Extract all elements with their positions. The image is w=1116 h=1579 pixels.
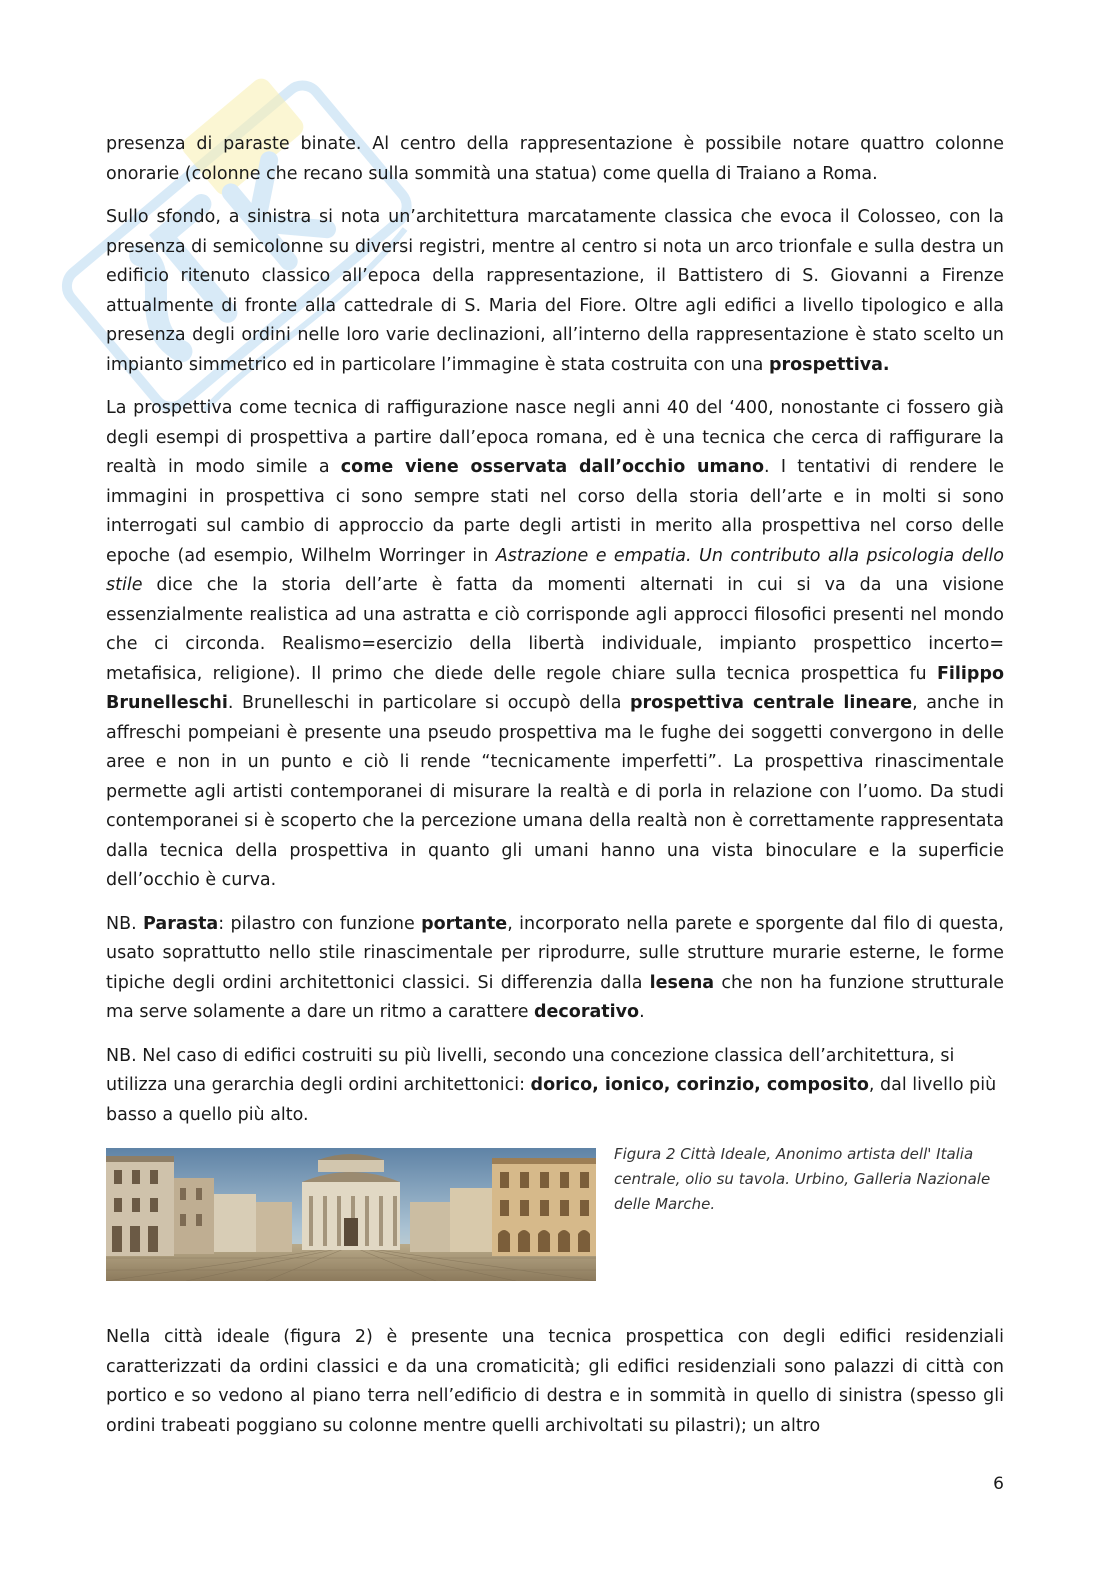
paragraph [106, 130, 1004, 189]
text-run: NB. [106, 913, 144, 934]
bold-text: Parasta [143, 913, 219, 934]
text-run: presenza di paraste binate. Al centro della rappresentazione è possibile notare quattro colonne onorarie (colonne che recano sulla sommità una statua) come quella di Traiano a Roma. [106, 134, 1004, 184]
text-run: . I tentativi di rendere le immagini in prospettiva ci sono sempre stati nel corso della storia dell’arte e in molti si sono interrogati sul cambio di approccio da parte degli artisti in merito alla prospettiva nel corso delle epoche (ad esempio, Wilhelm Worringer in [106, 457, 1004, 566]
paragraph [106, 1323, 1004, 1441]
page-body [106, 130, 1004, 1455]
text-run: che non ha funzione strutturale ma serve solamente a dare un ritmo a carattere [106, 972, 1004, 1022]
bold-text: dorico, ionico, corinzio, composito [530, 1075, 869, 1095]
text-run: : pilastro con funzione [218, 913, 422, 934]
paragraph [106, 394, 1004, 896]
text-run: . Brunelleschi in particolare si occupò della [227, 693, 630, 713]
italic-text: Astrazione e empatia. Un contributo alla psicologia dello stile [106, 545, 1004, 595]
ideal-city-painting [106, 1148, 596, 1281]
text-body [106, 130, 1004, 1130]
page-number: 6 [993, 1474, 1004, 1494]
paragraph [106, 203, 1004, 380]
text-body-continued [106, 1323, 1004, 1441]
figure-caption: Figura 2 Città Ideale, Anonimo artista dell' Italia centrale, olio su tavola. Urbino, Galleria Nazionale delle Marche. [614, 1145, 991, 1213]
figure-2 [106, 1145, 1004, 1281]
text-run: , dal livello più basso a quello più alto. [106, 1075, 997, 1125]
text-run: NB. Nel caso di edifici costruiti su più livelli, secondo una concezione classica dell’architettura, si utilizza una gerarchia degli ordini architettonici: [106, 1045, 955, 1095]
text-run: . [639, 1002, 645, 1022]
paragraph [106, 1042, 1004, 1131]
text-run: Nella città ideale (figura 2) è presente una tecnica prospettica con degli edifici residenziali caratterizzati da ordini classici e da una cromaticità; gli edifici residenziali sono palazzi di città con portico e so vedono al piano terra nell’edificio di destra e in sommità in quello di sinistra (spesso gli ordini trabeati poggiano su colonne mentre quelli archivoltati su pilastri); un altro [106, 1327, 1004, 1436]
bold-text: decorativo [534, 1002, 640, 1022]
text-run: Sullo sfondo, a sinistra si nota un’architettura marcatamente classica che evoca il Colosseo, con la presenza di semicolonne su diversi registri, mentre al centro si nota un arco trionfale e sulla destra un edificio ritenuto classico all’epoca della rappresentazione, il Battistero di S. Giovanni a Firenze attualmente di fronte alla cattedrale di S. Maria del Fiore. Oltre agli edifici a livello tipologico e alla presenza degli ordini nelle loro varie declinazioni, all’interno della rappresentazione è stato scelto un impianto simmetrico ed in particolare l’immagine è stata costruita con una [106, 207, 1004, 375]
paragraph [106, 910, 1004, 1028]
text-run: , incorporato nella parete e sporgente dal filo di questa, usato soprattutto nello stile rinascimentale per riprodurre, sulle strutture murarie esterne, le forme tipiche degli ordini architettonici classici. Si differenzia dalla [106, 913, 1004, 993]
bold-text: lesena [649, 972, 715, 993]
bold-text: portante [421, 913, 508, 934]
text-run: dice che la storia dell’arte è fatta da momenti alternati in cui si va da una visione essenzialmente realistica ad una astratta e ciò corrisponde agli approcci filosofici presenti nel mondo che ci circonda. Realismo=esercizio della libertà individuale, impianto prospettico incerto= metafisica, religione). Il primo che diede delle regole chiare sulla tecnica prospettica fu [106, 575, 1004, 684]
bold-text: prospettiva centrale lineare [629, 693, 913, 713]
bold-text: Filippo Brunelleschi [106, 663, 1004, 713]
bold-text: come viene osservata dall’occhio umano [340, 457, 765, 477]
bold-text: prospettiva. [768, 354, 890, 375]
text-run: , anche in affreschi pompeiani è presente una pseudo prospettiva ma le fughe dei soggetti convergono in delle aree e non in un punto e ciò li rende “tecnicamente imperfetti”. La prospettiva rinascimentale permette agli artisti contemporanei di misurare la realtà e di porla in relazione con l’uomo. Da studi contemporanei si è scoperto che la percezione umana della realtà non è correttamente rappresentata dalla tecnica della prospettiva in quanto gli umani hanno una vista binoculare e la superficie dell’occhio è curva. [106, 693, 1004, 890]
text-run: La prospettiva come tecnica di raffigurazione nasce negli anni 40 del ‘400, nonostante ci fossero già degli esempi di prospettiva a partire dall’epoca romana, ed è una tecnica che cerca di raffigurare la realtà in modo simile a [106, 398, 1004, 477]
